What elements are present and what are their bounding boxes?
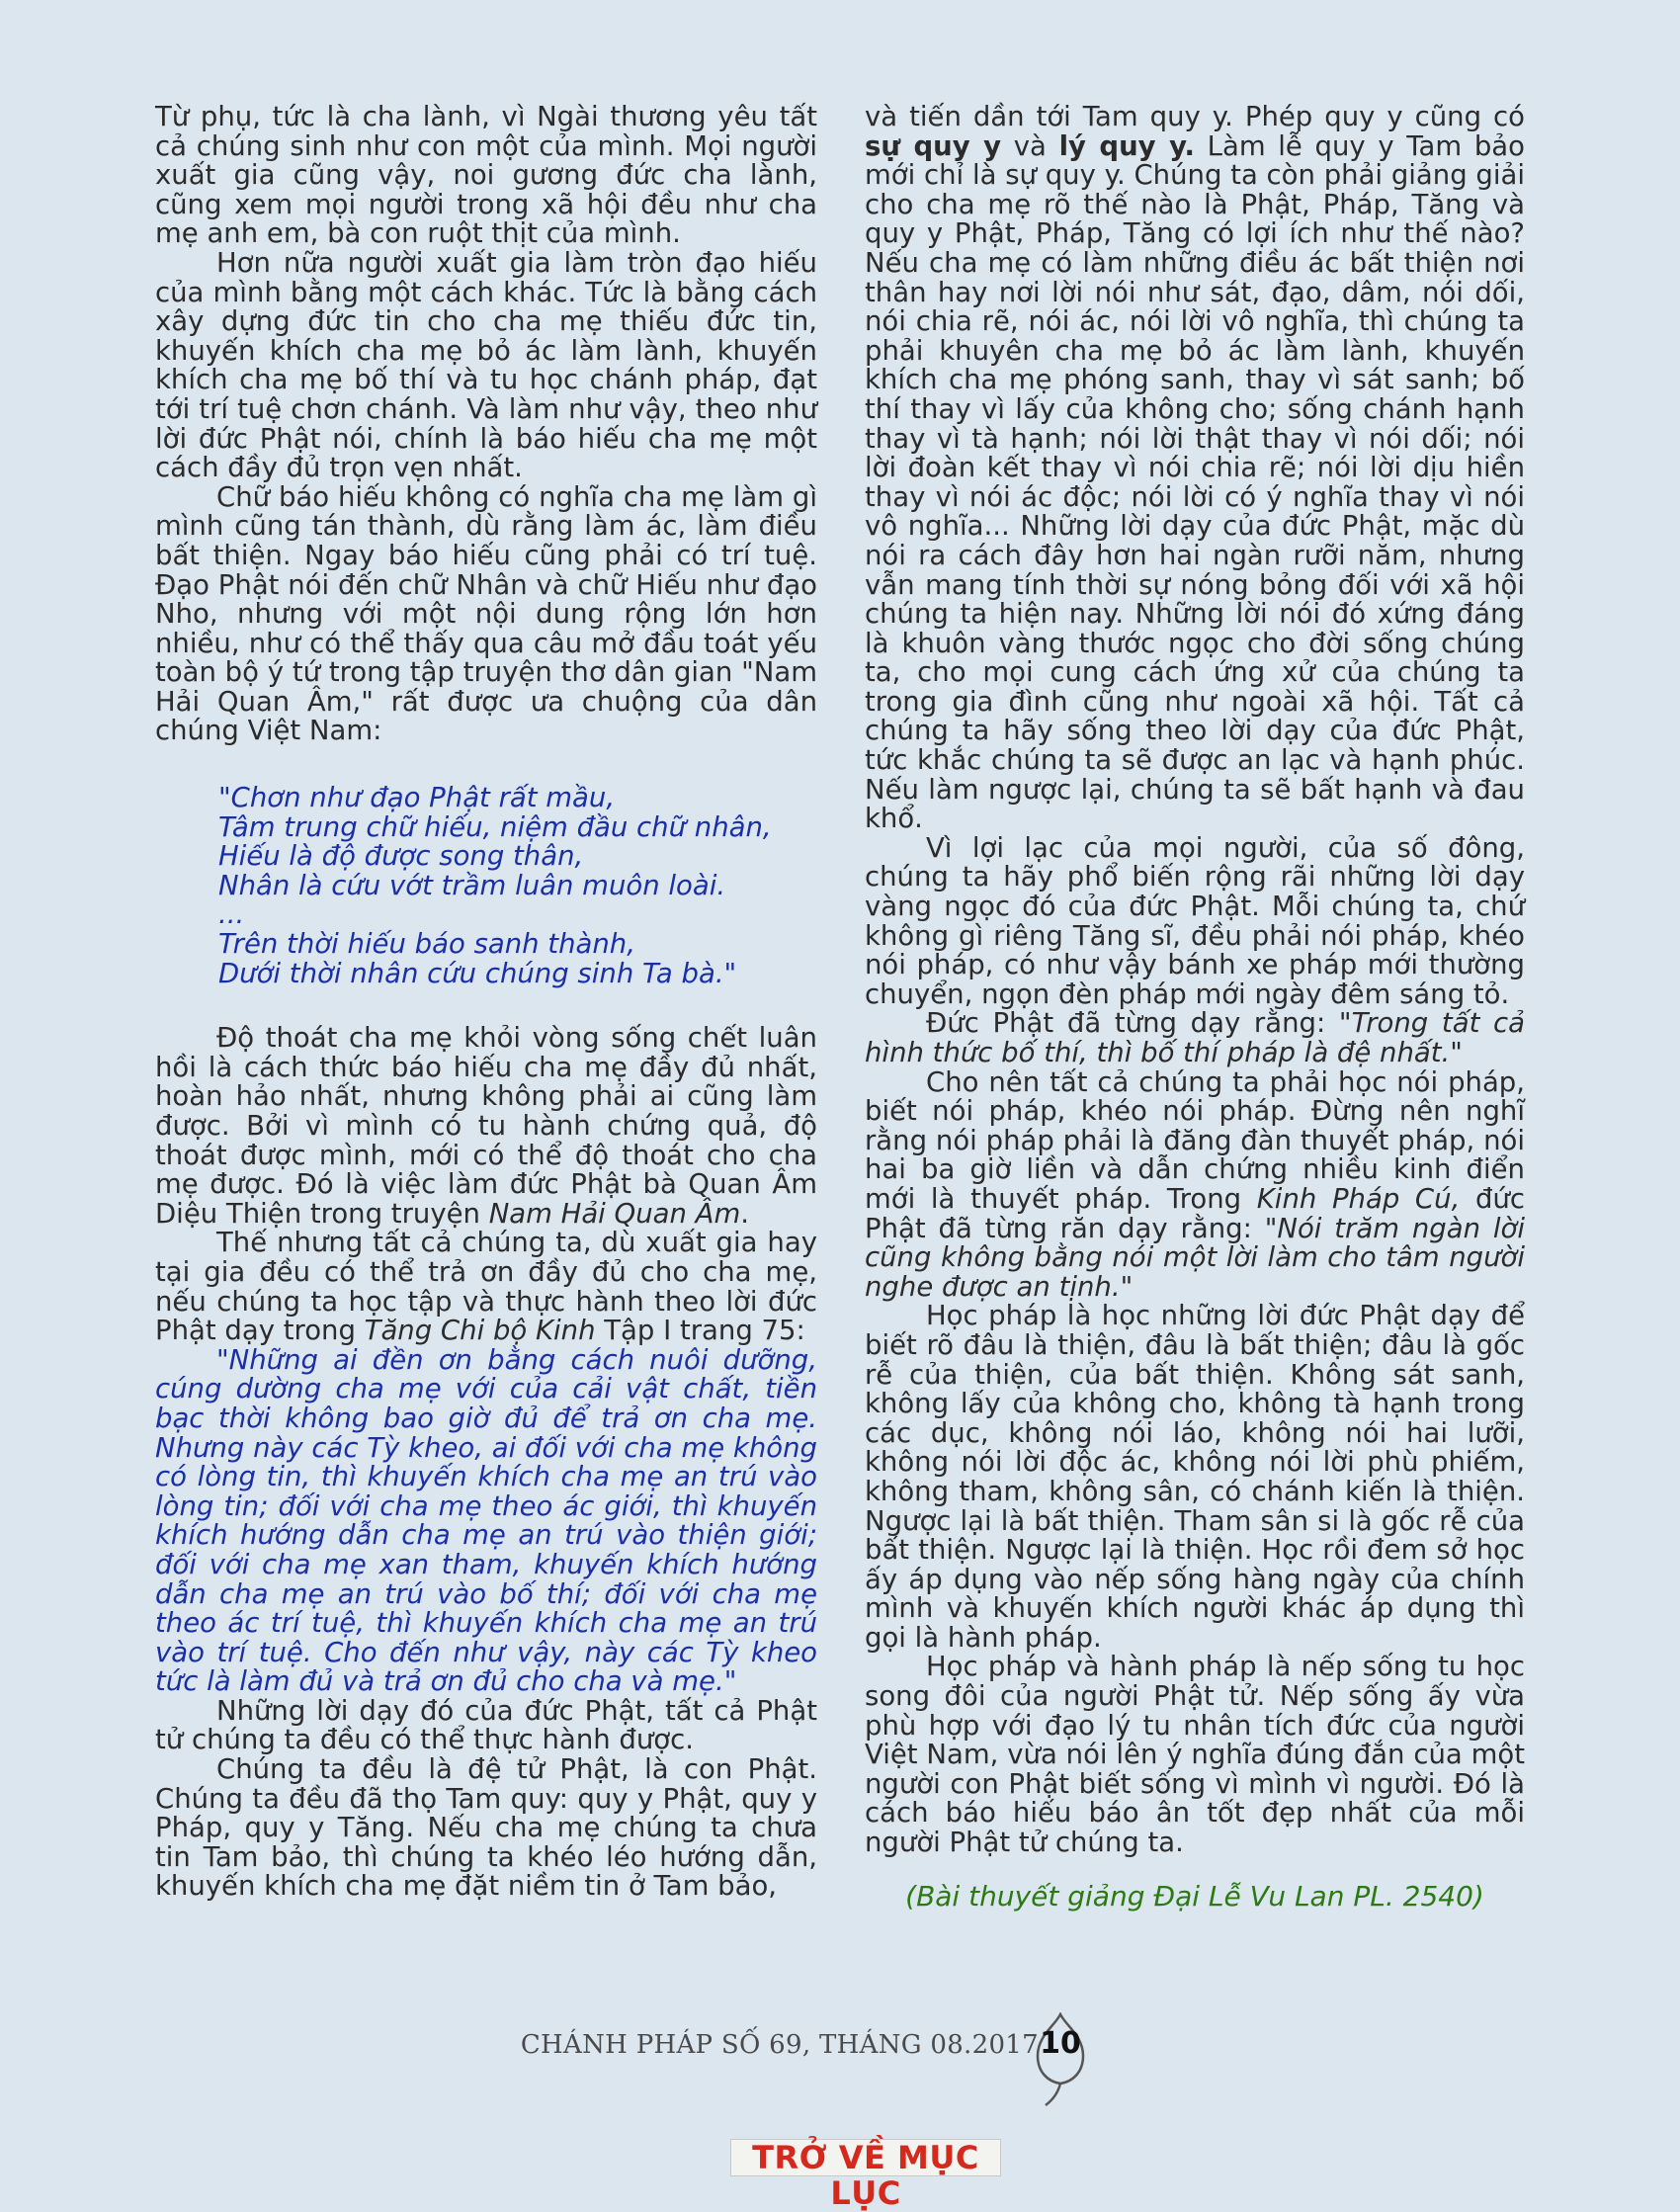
bold-term: lý quy y.	[1058, 129, 1195, 162]
paragraph	[155, 1229, 817, 1345]
poem-line: ...	[218, 898, 245, 931]
text-run: Tập I trang 75:	[595, 1315, 805, 1347]
poem-line: Tâm trung chữ hiếu, niệm đầu chữ nhân,	[218, 810, 772, 843]
poem-line: Nhân là cứu vớt trầm luân muôn loài.	[218, 869, 726, 901]
text-run: Thế nhưng tất cả chúng ta, dù xuất gia hay tại gia đều có thể trả ơn đầy đủ cho cha mẹ, nếu chúng ta học tập và thực hành theo lời đức Phật dạy trong	[155, 1227, 817, 1347]
paragraph: Học pháp và hành pháp là nếp sống tu học song đôi của người Phật tử. Nếp sống ấy vừa phù hợp với đạo lý tu nhân tích đức của người Việt Nam, vừa nói lên ý nghĩa đúng đắn của một người con Phật biết sống vì mình vì người. Đó là cách báo hiếu báo ân tốt đẹp nhất của mỗi người Phật tử chúng ta.	[865, 1651, 1525, 1859]
paragraph: Chúng ta đều là đệ tử Phật, là con Phật. Chúng ta đều đã thọ Tam quy: quy y Phật, quy y Pháp, quy y Tăng. Nếu cha mẹ chúng ta chưa tin Tam bảo, thì chúng ta khéo léo hướng dẫn, khuyến khích cha mẹ đặt niềm tin ở Tam bảo,	[155, 1753, 817, 1903]
publication-name: CHÁNH PHÁP SỐ 69, THÁNG 08.2017	[520, 2030, 1039, 2060]
book-title: Nam Hải Quan Âm	[488, 1197, 741, 1230]
text-run: .	[740, 1197, 750, 1230]
paragraph: Vì lợi lạc của mọi người, của số đông, chúng ta hãy phổ biến rộng rãi những lời dạy vàng ngọc đó của đức Phật. Mỗi chúng ta, chứ không gì riêng Tăng sĩ, đều phải nói pháp, khéo nói pháp, có như vậy bánh xe pháp mới thường chuyển, ngọn đèn pháp mới ngày đêm sáng tỏ.	[865, 831, 1525, 1010]
book-title: Tăng Chi bộ Kinh	[364, 1315, 596, 1347]
bold-term: sự quy y	[865, 129, 1002, 162]
paragraph: Học pháp là học những lời đức Phật dạy để biết rõ đâu là thiện, đâu là bất thiện; đâu là gốc rễ của thiện, của bất thiện. Không sát sanh, không lấy của không cho, không tà hạnh trong các dục, không nói láo, không nói hai lưỡi, không nói lời độc ác, không nói lời phù phiếm, không tham, không sân, có chánh kiến là thiện. Ngược lại là bất thiện. Tham sân si là gốc rễ của bất thiện. Ngược lại là thiện. Học rồi đem sở học ấy áp dụng vào nếp sống hàng ngày của chính mình và khuyến khích người khác áp dụng thì gọi là hành pháp.	[865, 1300, 1525, 1654]
text-run: Độ thoát cha mẹ khỏi vòng sống chết luân hồi là cách thức báo hiếu cha mẹ đầy đủ nhất, hoàn hảo nhất, nhưng không phải ai cũng làm được. Bởi vì mình có tu hành chứng quả, độ thoát được mình, mới có thể độ thoát cho cha mẹ được. Đó là việc làm đức Phật bà Quan Âm Diệu Thiện trong truyện	[155, 1022, 817, 1230]
page-number: 10	[1040, 2026, 1081, 2061]
paragraph	[155, 1024, 817, 1229]
poem-line: Hiếu là độ được song thân,	[218, 840, 584, 873]
text-run: và tiến dần tới Tam quy y. Phép quy y cũng có	[865, 101, 1525, 132]
paragraph: Từ phụ, tức là cha lành, vì Ngài thương yêu tất cả chúng sinh như con một của mình. Mọi người xuất gia cũng vậy, noi gương đức cha lành, cũng xem mọi người trong xã hội đều như cha mẹ anh em, bà con ruột thịt của mình.	[155, 101, 817, 250]
back-to-contents-button[interactable]: TRỞ VỀ MỤC LỤC	[730, 2139, 1001, 2176]
poem-quote	[218, 784, 817, 988]
paragraph: Những lời dạy đó của đức Phật, tất cả Phật tử chúng ta đều có thể thực hành được.	[155, 1694, 817, 1756]
paragraph	[865, 103, 1525, 834]
italic-quote: "Trong tất cả hình thức bố thí, thì bố thí pháp là đệ nhất."	[865, 1007, 1526, 1068]
text-run: Cho nên tất cả chúng ta phải học nói pháp, biết nói pháp, khéo nói pháp. Đừng nên nghĩ rằng nói pháp phải là đăng đàn thuyết pháp, nói hai ba giờ liền và dẫn chứng nhiều kinh điển mới là thuyết pháp. Trong	[865, 1065, 1525, 1215]
text-run: Làm lễ quy y Tam bảo mới chỉ là sự quy y. Chúng ta còn phải giảng giải cho cha mẹ rõ thế nào là Phật, Pháp, Tăng và quy y Phật, Pháp, Tăng có lợi ích như thế nào? Nếu cha mẹ có làm những điều ác bất thiện nơi thân hay nơi lời nói như sát, đạo, dâm, nói dối, nói chia rẽ, nói ác, nói lời vô nghĩa, thì chúng ta phải khuyên cha mẹ bỏ ác làm lành, khuyến khích cha mẹ phóng sanh, thay vì sát sanh; bố thí thay vì lấy của không cho; sống chánh hạnh thay vì tà hạnh; nói lời thật thay vì nói dối; nói lời đoàn kết thay vì nói chia rẽ; nói lời dịu hiền thay vì nói ác độc; nói lời có ý nghĩa thay vì nói vô nghĩa... Những lời dạy của đức Phật, mặc dù nói ra cách đây hơn hai ngàn rưỡi năm, nhưng vẫn mang tính thời sự nóng bỏng đối với xã hội chúng ta hiện nay. Những lời nói đó xứng đáng là khuôn vàng thước ngọc cho đời sống chúng ta, cho mọi cung cách ứng xử của chúng ta trong gia đình cũng như ngoài xã hội. Tất cả chúng ta hãy sống theo lời dạy của đức Phật, tức khắc chúng ta sẽ được an lạc và hạnh phúc. Nếu làm ngược lại, chúng ta sẽ bất hạnh và đau khổ.	[865, 129, 1525, 835]
text-run: và	[1001, 129, 1059, 162]
poem-line: "Chơn như đạo Phật rất mầu,	[218, 782, 616, 814]
paragraph	[865, 1009, 1525, 1067]
book-title: Kinh Pháp Cú,	[1256, 1182, 1461, 1215]
italic-quote: "Nói trăm ngàn lời cũng không bằng nói một lời làm cho tâm người nghe được an tịnh."	[865, 1212, 1525, 1303]
sermon-credit: (Bài thuyết giảng Đại Lễ Vu Lan PL. 2540)	[905, 1879, 1484, 1913]
paragraph	[865, 1065, 1525, 1303]
right-column	[865, 103, 1525, 1911]
poem-line: Trên thời hiếu báo sanh thành,	[218, 928, 635, 961]
paragraph: Hơn nữa người xuất gia làm tròn đạo hiếu của mình bằng một cách khác. Tức là bằng cách xây dựng đức tin cho cha mẹ thiếu đức tin, khuyến khích cha mẹ bỏ ác làm lành, khuyến khích cha mẹ bố thí và tu học chánh pháp, đạt tới trí tuệ chơn chánh. Và làm như vậy, theo như lời đức Phật nói, chính là báo hiếu cha mẹ một cách đầy đủ trọn vẹn nhất.	[155, 246, 817, 484]
poem-line: Dưới thời nhân cứu chúng sinh Ta bà."	[218, 957, 737, 989]
sutra-quote: "Những ai đền ơn bằng cách nuôi dưỡng, cúng dường cha mẹ với của cải vật chất, tiền bạc thời không bao giờ đủ để trả ơn cha mẹ. Nhưng này các Tỳ kheo, ai đối với cha mẹ không có lòng tin, thì khuyến khích cha mẹ an trú vào lòng tin; đối với cha mẹ theo ác giới, thì khuyến khích hướng dẫn cha mẹ an trú vào thiện giới; đối với cha mẹ xan tham, khuyến khích hướng dẫn cha mẹ an trú vào bố thí; đối với cha mẹ theo ác trí tuệ, thì khuyến khích cha mẹ an trú vào trí tuệ. Cho đến như vậy, này các Tỳ kheo tức là làm đủ và trả ơn đủ cho cha và mẹ."	[155, 1343, 817, 1698]
text-run: đức Phật đã từng răn dạy rằng:	[865, 1182, 1525, 1244]
left-column	[155, 103, 817, 1902]
paragraph: Chữ báo hiếu không có nghĩa cha mẹ làm gì mình cũng tán thành, dù rằng làm ác, làm điều bất thiện. Ngay báo hiếu cũng phải có trí tuệ. Đạo Phật nói đến chữ Nhân và chữ Hiếu như đạo Nho, nhưng với một nội dung rộng lớn hơn nhiều, như có thể thấy qua câu mở đầu toát yếu toàn bộ ý tứ trong tập truyện thơ dân gian "Nam Hải Quan Âm," rất được ưa chuộng của dân chúng Việt Nam:	[155, 480, 817, 747]
text-run: Đức Phật đã từng dạy rằng:	[926, 1007, 1339, 1040]
page-footer	[520, 2016, 1083, 2115]
